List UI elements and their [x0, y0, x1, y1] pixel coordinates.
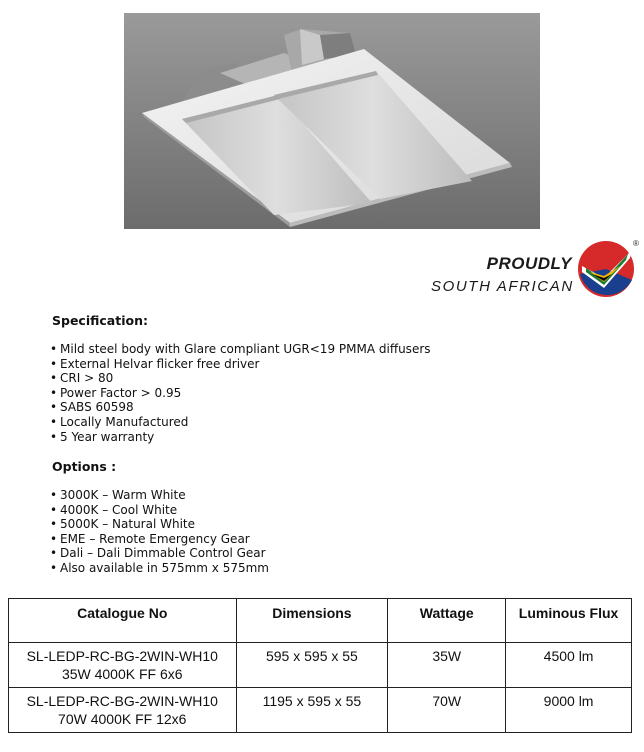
- option-item: • EME – Remote Emergency Gear: [50, 532, 269, 547]
- registered-mark: ®: [633, 239, 639, 248]
- logo-text-south-african: SOUTH AFRICAN: [431, 278, 574, 295]
- wattage-cell: 70W: [388, 688, 506, 733]
- dimensions-cell: 595 x 595 x 55: [236, 643, 388, 688]
- option-item: • Dali – Dali Dimmable Control Gear: [50, 546, 269, 561]
- spec-item: • CRI > 80: [50, 371, 431, 386]
- header-luminous-flux: Luminous Flux: [506, 599, 632, 643]
- header-wattage: Wattage: [388, 599, 506, 643]
- option-item: • 4000K – Cool White: [50, 503, 269, 518]
- catalogue-table: [8, 598, 632, 733]
- catalogue-cell: [9, 643, 237, 688]
- spec-item: • External Helvar flicker free driver: [50, 357, 431, 372]
- logo-text-proudly: PROUDLY: [486, 254, 572, 273]
- header-catalogue-no: Catalogue No: [9, 599, 237, 643]
- specification-list: [50, 342, 431, 444]
- proudly-south-african-logo: [428, 236, 640, 300]
- specification-heading: Specification:: [52, 313, 148, 328]
- table-row: [9, 643, 632, 688]
- catalogue-code: SL-LEDP-RC-BG-2WIN-WH10: [26, 648, 218, 664]
- spec-item: • Mild steel body with Glare compliant UGR<19 PMMA diffusers: [50, 342, 431, 357]
- proudly-sa-emblem-icon: [574, 236, 640, 300]
- catalogue-variant: 35W 4000K FF 6x6: [61, 666, 183, 682]
- wattage-cell: 35W: [388, 643, 506, 688]
- spec-item: • SABS 60598: [50, 400, 431, 415]
- spec-item: • Power Factor > 0.95: [50, 386, 431, 401]
- product-photo: [124, 13, 540, 229]
- flux-cell: 4500 lm: [506, 643, 632, 688]
- table-row: [9, 688, 632, 733]
- spec-item: • 5 Year warranty: [50, 430, 431, 445]
- option-item: • Also available in 575mm x 575mm: [50, 561, 269, 576]
- spec-item: • Locally Manufactured: [50, 415, 431, 430]
- catalogue-cell: [9, 688, 237, 733]
- options-list: [50, 488, 269, 576]
- table-header-row: [9, 599, 632, 643]
- catalogue-code: SL-LEDP-RC-BG-2WIN-WH10: [26, 693, 218, 709]
- header-dimensions: Dimensions: [236, 599, 388, 643]
- dimensions-cell: 1195 x 595 x 55: [236, 688, 388, 733]
- option-item: • 5000K – Natural White: [50, 517, 269, 532]
- catalogue-variant: 70W 4000K FF 12x6: [58, 711, 187, 727]
- options-heading: Options :: [52, 459, 117, 474]
- flux-cell: 9000 lm: [506, 688, 632, 733]
- option-item: • 3000K – Warm White: [50, 488, 269, 503]
